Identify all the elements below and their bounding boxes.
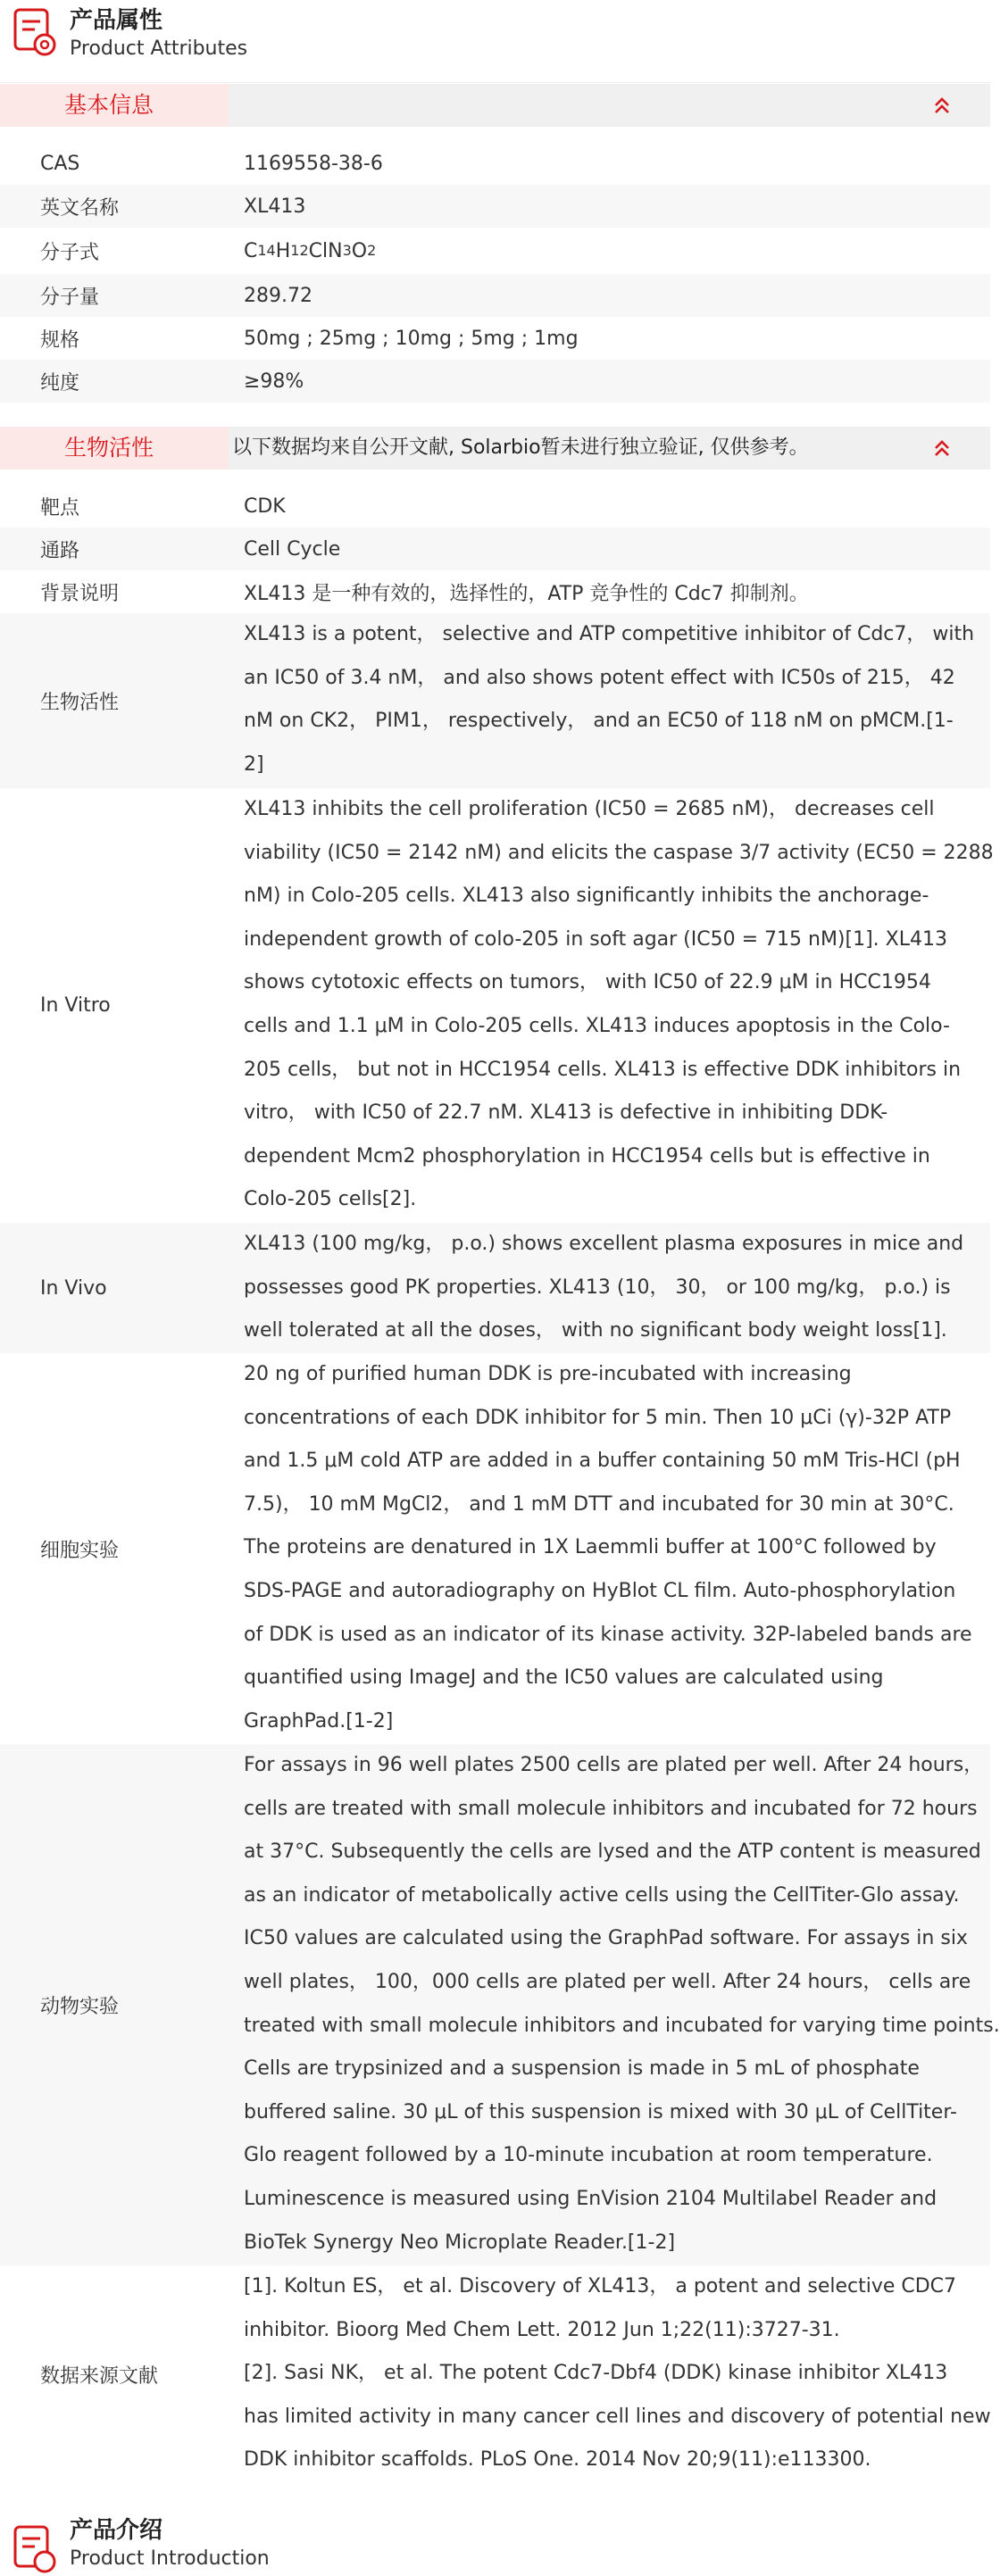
attr-label: 数据来源文献 bbox=[40, 2364, 159, 2388]
reference-link[interactable]: inhibitor. Bioorg Med Chem Lett. 2012 Jun 1;22(11):3727-31. bbox=[244, 2318, 840, 2341]
reference-link[interactable]: [1]. Koltun ES， et al. Discovery of XL413， a potent and selective CDC7 bbox=[244, 2275, 957, 2298]
attr-value: Cell Cycle bbox=[244, 537, 341, 561]
attr-value: XL413 is a potent， selective and ATP competitive inhibitor of Cdc7， with an IC50 of 3.4 nM， and also shows potent effect with IC50s of 215， 42 nM on CK2， PIM1， respectively， and an EC50 of 118 nM on pMCM.[1- 2] bbox=[244, 623, 975, 776]
attr-label: 英文名称 bbox=[40, 196, 120, 220]
attr-row-purity bbox=[0, 360, 990, 403]
attr-row-animal-assay bbox=[0, 1744, 1000, 2265]
double-chevron-up-icon[interactable] bbox=[931, 437, 953, 459]
basic-info-section-title: 基本信息 bbox=[64, 92, 154, 118]
attr-label: In Vitro bbox=[40, 994, 111, 1017]
attr-value: 20 ng of purified human DDK is pre-incubated with increasing concentrations of each DDK inhibitor for 5 min. Then 10 μCi (γ)-32P ATP and 1.5 μM cold ATP are added in a buffer containing 50 mM Tris-HCl (pH 7.5)， 10 mM MgCl2， and 1 mM DTT and incubated for 30 min at 30°C. The proteins are denatured in 1X Laemmli buffer at 100°C followed by SDS-PAGE and autoradiography on HyBlot CL film. Auto-phosphorylation of DDK is used as an indicator of its kinase activity. 32P-labeled bands are quantified using ImageJ and the IC50 values are calculated using GraphPad.[1-2] bbox=[244, 1363, 972, 1733]
reference-link[interactable]: DDK inhibitor scaffolds. PLoS One. 2014 Nov 20;9(11):e113300. bbox=[244, 2448, 871, 2472]
attr-label: 纯度 bbox=[40, 371, 80, 395]
attr-row-pathway bbox=[0, 528, 990, 570]
attr-value: XL413 bbox=[244, 195, 306, 218]
attr-row-english-name bbox=[0, 185, 990, 228]
attr-label: 生物活性 bbox=[40, 691, 120, 714]
attr-row-cas bbox=[0, 142, 990, 185]
attr-value: XL413 (100 mg/kg， p.o.) shows excellent plasma exposures in mice and possesses good PK properties. XL413 (10， 30， or 100 mg/kg， p.o.) is well tolerated at all the doses， with no significant body weight loss[1]. bbox=[244, 1233, 964, 1342]
attr-label: 动物实验 bbox=[40, 1995, 120, 2018]
attr-value: 1169558-38-6 bbox=[244, 152, 383, 175]
attr-label: 背景说明 bbox=[40, 582, 120, 605]
attr-label: 规格 bbox=[40, 328, 80, 352]
attr-value: XL413 是一种有效的，选择性的，ATP 竞争性的 Cdc7 抑制剂。 bbox=[244, 582, 809, 605]
attr-label: In Vivo bbox=[40, 1276, 107, 1300]
document-gear-icon bbox=[12, 2524, 57, 2576]
attr-value bbox=[244, 2265, 991, 2483]
attr-label: 细胞实验 bbox=[40, 1539, 120, 1562]
basic-info-section-header bbox=[0, 84, 990, 127]
page-subtitle: Product Attributes bbox=[70, 37, 248, 60]
intro-subtitle: Product Introduction bbox=[70, 2547, 270, 2570]
attr-label: CAS bbox=[40, 152, 80, 175]
attr-value: XL413 inhibits the cell proliferation (IC50 = 2685 nM)， decreases cell viability (IC50 = 2142 nM) and elicits the caspase 3/7 activity (EC50 = 2288 nM) in Colo-205 cells. XL413 also significantly inhibits the anchorage- independent growth of colo-205 in soft agar (IC50 = 715 nM)[1]. XL413 shows cytotoxic effects on tumors， with IC50 of 22.9 μM in HCC1954 cells and 1.1 μM in Colo-205 cells. XL413 induces apoptosis in the Colo- 205 cells， but not in HCC1954 cells. XL413 is effective DDK inhibitors in vitro， with IC50 of 22.7 nM. XL413 is defective in inhibiting DDK- dependent Mcm2 phosphorylation in HCC1954 cells but is effective in Colo-205 cells[2]. bbox=[244, 798, 994, 1211]
reference-link[interactable]: has limited activity in many cancer cell lines and discovery of potential new bbox=[244, 2405, 991, 2428]
bio-activity-section-title: 生物活性 bbox=[64, 435, 154, 461]
attr-value: CDK bbox=[244, 494, 286, 518]
attr-label: 靶点 bbox=[40, 496, 80, 519]
molecular-formula: C 14 H 12 ClN 3 O 2 bbox=[244, 239, 377, 262]
attr-label: 分子式 bbox=[40, 241, 100, 264]
intro-title: 产品介绍 bbox=[70, 2517, 163, 2544]
attr-row-molecular-weight bbox=[0, 274, 990, 317]
attr-label: 分子量 bbox=[40, 286, 100, 309]
attr-row-background bbox=[0, 570, 990, 613]
disclaimer-note: 以下数据均来自公开文献, Solarbio暂未进行独立验证, 仅供参考。 bbox=[232, 436, 809, 459]
attr-row-bio-activity bbox=[0, 613, 990, 788]
attr-value: 289.72 bbox=[244, 284, 312, 307]
attr-row-cell-assay bbox=[0, 1353, 990, 1744]
attr-row-formula bbox=[0, 228, 990, 274]
document-gear-icon bbox=[12, 7, 57, 59]
page-title: 产品属性 bbox=[70, 7, 163, 34]
attr-value: 50mg ; 25mg ; 10mg ; 5mg ; 1mg bbox=[244, 327, 579, 350]
attr-row-references bbox=[0, 2265, 990, 2483]
attr-row-in-vivo bbox=[0, 1223, 990, 1353]
product-attributes-header bbox=[0, 0, 990, 83]
attr-value: For assays in 96 well plates 2500 cells are plated per well. After 24 hours， cells are treated with small molecule inhibitors and incubated for 72 hours at 37°C. Subsequently the cells are lysed and the ATP content is measured as an indicator of metabolically active cells using the CellTiter-Glo assay. IC50 values are calculated using the GraphPad software. For assays in six well plates， 100，000 cells are plated per well. After 24 hours， cells are treated with small molecule inhibitors and incubated for varying time points. Cells are trypsinized and a suspension is made in 5 mL of phosphate buffered saline. 30 μL of this suspension is mixed with 30 μL of CellTiter- Glo reagent followed by a 10-minute incubation at room temperature. Luminescence is measured using EnVision 2104 Multilabel Reader and BioTek Synergy Neo Microplate Reader.[1-2] bbox=[244, 1754, 1000, 2254]
attr-row-specification bbox=[0, 317, 990, 360]
product-introduction-header bbox=[0, 2514, 990, 2570]
attr-row-target bbox=[0, 485, 990, 528]
attr-label: 通路 bbox=[40, 539, 80, 562]
attr-value: ≥98% bbox=[244, 370, 304, 393]
attr-row-in-vitro bbox=[0, 788, 994, 1223]
reference-link[interactable]: [2]. Sasi NK， et al. The potent Cdc7-Dbf4 (DDK) kinase inhibitor XL413 bbox=[244, 2362, 948, 2385]
double-chevron-up-icon[interactable] bbox=[931, 95, 953, 116]
bio-activity-section-header bbox=[0, 427, 990, 469]
